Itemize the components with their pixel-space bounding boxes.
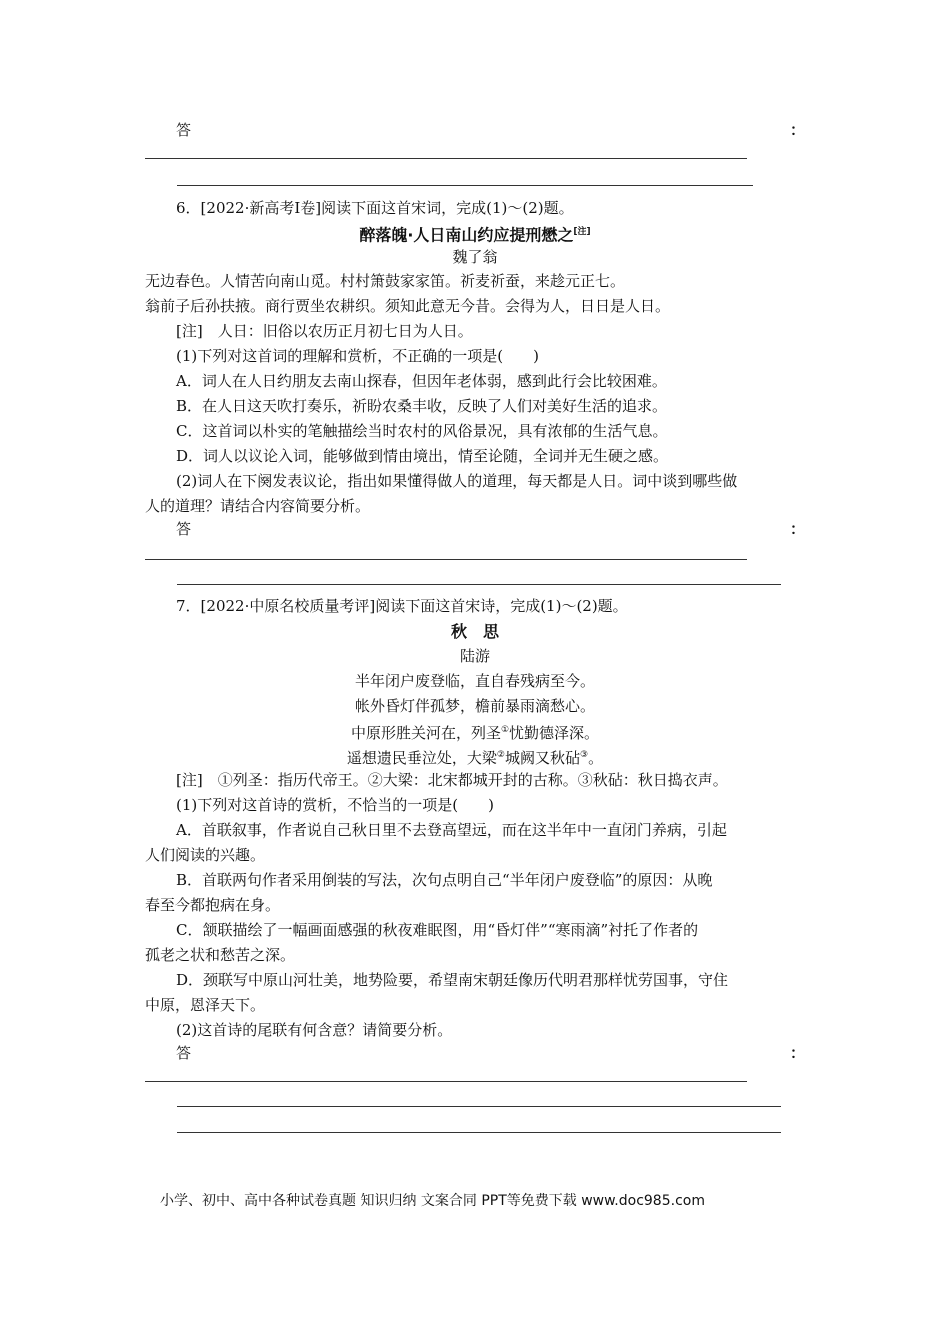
answer-colon: ： <box>790 121 806 139</box>
question-6-poem-line: 无边春色。人情苦向南山觅。村村箫鼓家家笛。祈麦祈蚕，来趁元正七。 <box>145 272 626 290</box>
answer-colon: ： <box>790 1044 806 1062</box>
question-6-header: 6．[2022·新高考Ⅰ卷]阅读下面这首宋词，完成(1)～(2)题。 <box>176 199 574 217</box>
question-6-poem-line: 翁前子后孙扶掖。商行贾坐农耕织。须知此意无今昔。会得为人，日日是人日。 <box>145 297 671 315</box>
question-6-option-c: C．这首词以朴实的笔触描绘当时农村的风俗景况，具有浓郁的生活气息。 <box>176 422 668 440</box>
question-7-option-b-cont: 春至今都抱病在身。 <box>145 896 281 914</box>
question-7-option-a-cont: 人们阅读的兴趣。 <box>145 846 266 864</box>
question-6-sub-2-cont: 人的道理？请结合内容简要分析。 <box>145 497 371 515</box>
question-7-poem-author: 陆游 <box>459 647 490 665</box>
question-7-sub-2: (2)这首诗的尾联有何含意？请简要分析。 <box>176 1021 453 1039</box>
answer-line <box>177 1132 781 1133</box>
question-7-note: [注] ①列圣：指历代帝王。②大梁：北宋都城开封的古称。③秋砧：秋日捣衣声。 <box>176 771 728 789</box>
question-7-poem-line: 帐外昏灯伴孤梦，檐前暴雨滴愁心。 <box>354 697 595 715</box>
answer-label: 答 <box>176 520 192 538</box>
answer-line <box>145 559 747 560</box>
answer-colon: ： <box>790 520 806 538</box>
question-6-option-d: D．词人以议论入词，能够做到情由境出，情至论随，全词并无生硬之感。 <box>176 447 669 465</box>
question-6-poem-title: 醉落魄·人日南山约应提刑懋之[注] <box>359 225 591 245</box>
answer-line <box>145 1081 747 1082</box>
answer-label: 答 <box>176 1044 192 1062</box>
question-7-option-d: D．颈联写中原山河壮美，地势险要，希望南宋朝廷像历代明君那样忧劳国事，守住 <box>176 971 729 989</box>
answer-line <box>177 584 781 585</box>
question-7-poem-title: 秋 思 <box>450 622 499 641</box>
question-7-option-c: C．颔联描绘了一幅画面感强的秋夜难眠图，用“昏灯伴”“寒雨滴”衬托了作者的 <box>176 921 699 939</box>
question-7-header: 7．[2022·中原名校质量考评]阅读下面这首宋诗，完成(1)～(2)题。 <box>176 597 628 615</box>
question-7-poem-line: 半年闭户废登临，直自春残病至今。 <box>354 672 595 690</box>
question-6-option-b: B．在人日这天吹打奏乐，祈盼农桑丰收，反映了人们对美好生活的追求。 <box>176 397 668 415</box>
question-6-poem-author: 魏了翁 <box>452 248 498 266</box>
question-7-sub-1: (1)下列对这首诗的赏析，不恰当的一项是( ) <box>176 796 494 814</box>
page-footer: 小学、初中、高中各种试卷真题 知识归纳 文案合同 PPT等免费下载 www.doc985.com <box>160 1193 705 1209</box>
question-6-option-a: A．词人在人日约朋友去南山探春，但因年老体弱，感到此行会比较困难。 <box>176 372 667 390</box>
answer-line <box>177 185 753 186</box>
answer-line <box>177 1106 781 1107</box>
question-7-option-d-cont: 中原，恩泽天下。 <box>145 996 266 1014</box>
question-6-sub-1: (1)下列对这首词的理解和赏析，不正确的一项是( ) <box>176 347 539 365</box>
answer-label: 答 <box>176 121 192 139</box>
question-7-poem-line: 遥想遗民垂泣处，大梁②城阙又秋砧③。 <box>346 749 604 767</box>
answer-line <box>145 158 747 159</box>
question-7-option-b: B．首联两句作者采用倒装的写法，次句点明自己“半年闭户废登临”的原因：从晚 <box>176 871 713 889</box>
question-7-option-a: A．首联叙事，作者说自己秋日里不去登高望远，而在这半年中一直闭门养病，引起 <box>176 821 727 839</box>
question-7-poem-line: 中原形胜关河在，列圣①忧勤德泽深。 <box>350 724 600 742</box>
question-6-sub-2: (2)词人在下阕发表议论，指出如果懂得做人的道理，每天都是人日。词中谈到哪些做 <box>176 472 738 490</box>
question-7-option-c-cont: 孤老之状和愁苦之深。 <box>145 946 296 964</box>
question-6-note: [注] 人日：旧俗以农历正月初七日为人日。 <box>176 322 473 340</box>
